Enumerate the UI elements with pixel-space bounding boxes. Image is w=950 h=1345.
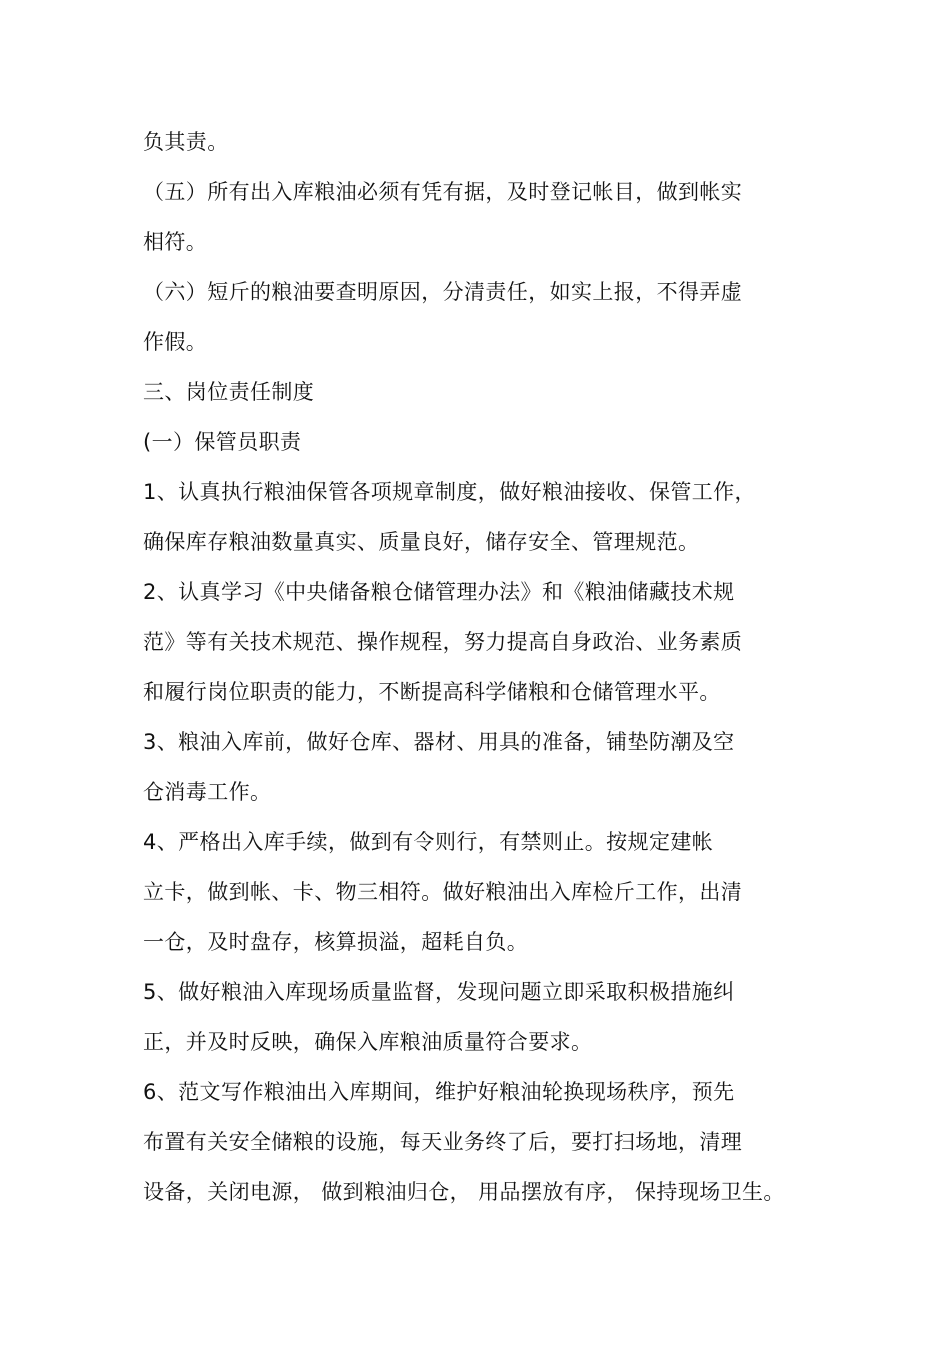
- text-line: 相符。: [143, 230, 208, 254]
- text-line: 和履行岗位职责的能力，不断提高科学储粮和仓储管理水平。: [143, 680, 721, 704]
- text-line: 确保库存粮油数量真实、质量良好，储存安全、管理规范。: [143, 530, 700, 554]
- text-line: 5、做好粮油入库现场质量监督，发现问题立即采取积极措施纠: [143, 980, 735, 1004]
- text-line: （五）所有出入库粮油必须有凭有据，及时登记帐目，做到帐实: [143, 180, 743, 204]
- text-line: （六）短斤的粮油要查明原因，分清责任，如实上报，不得弄虚: [143, 280, 743, 304]
- text-line: 4、严格出入库手续，做到有令则行，有禁则止。按规定建帐: [143, 830, 714, 854]
- text-line: 1、认真执行粮油保管各项规章制度，做好粮油接收、保管工作，: [143, 480, 756, 504]
- text-line: 3、粮油入库前，做好仓库、器材、用具的准备，铺垫防潮及空: [143, 730, 735, 754]
- text-line: 负其责。: [143, 130, 229, 154]
- text-line: 2、认真学习《中央储备粮仓储管理办法》和《粮油储藏技术规: [143, 580, 735, 604]
- text-line: 一仓，及时盘存，核算损溢，超耗自负。: [143, 930, 529, 954]
- text-line: 设备，关闭电源， 做到粮油归仓， 用品摆放有序， 保持现场卫生。: [143, 1180, 785, 1204]
- text-line: 布置有关安全储粮的设施，每天业务终了后，要打扫场地，清理: [143, 1130, 743, 1154]
- text-line: 立卡，做到帐、卡、物三相符。做好粮油出入库检斤工作，出清: [143, 880, 743, 904]
- subsection-heading: (一）保管员职责: [143, 430, 302, 454]
- text-line: 6、范文写作粮油出入库期间，维护好粮油轮换现场秩序，预先: [143, 1080, 735, 1104]
- section-heading: 三、岗位责任制度: [143, 380, 315, 404]
- text-line: 正，并及时反映，确保入库粮油质量符合要求。: [143, 1030, 593, 1054]
- text-line: 作假。: [143, 330, 208, 354]
- text-line: 仓消毒工作。: [143, 780, 272, 804]
- text-line: 范》等有关技术规范、操作规程，努力提高自身政治、业务素质: [143, 630, 743, 654]
